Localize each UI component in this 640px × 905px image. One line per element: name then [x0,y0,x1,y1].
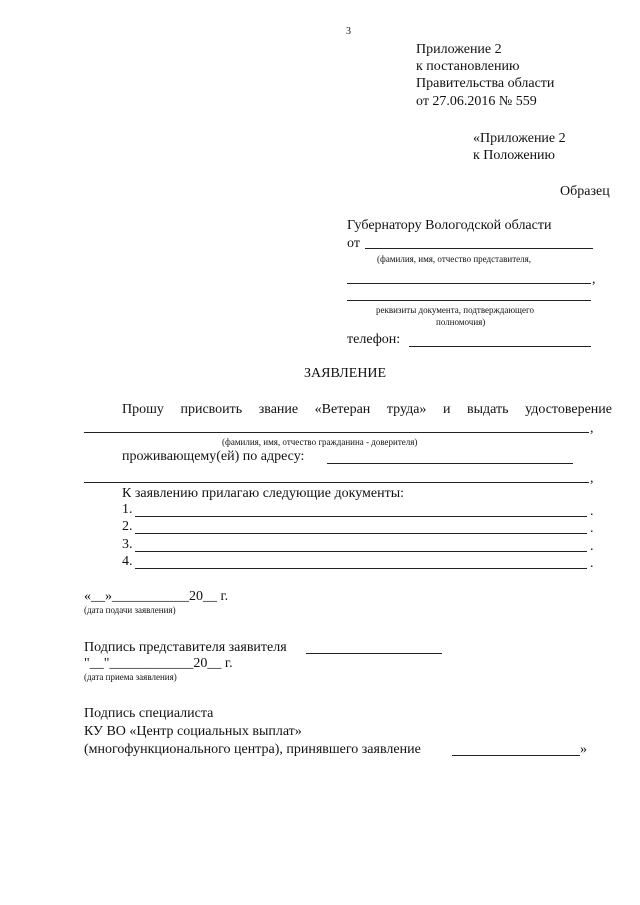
header-line-2: к постановлению [416,59,520,74]
header-line-4: от 27.06.2016 № 559 [416,94,537,109]
specialist-end-mark: » [580,742,587,757]
fio-comma: , [592,272,596,287]
page-number: 3 [346,26,351,37]
phone-label: телефон: [347,332,401,347]
sub-header-line-2: к Положению [473,148,556,163]
address-field-line-2[interactable] [84,482,589,483]
fio-hint: (фамилия, имя, отчество представителя, [377,254,532,264]
statement-title: ЗАЯВЛЕНИЕ [304,366,387,381]
specialist-line-3: (многофункционального центра), принявшего заявление [84,742,421,757]
request-text: Прошу присвоить звание «Ветеран труда» и выдать удостоверение [122,402,612,417]
specialist-line-2: КУ ВО «Центр социальных выплат» [84,724,302,739]
representative-sign-label: Подпись представителя заявителя [84,640,287,655]
from-label: от [347,236,360,251]
submission-date[interactable]: «__»___________20__ г. [84,589,229,604]
representative-sign-line[interactable] [306,653,442,654]
acceptance-date[interactable]: "__"____________20__ г. [84,656,233,671]
doc-item-1-end: . [590,504,594,519]
citizen-comma: , [590,421,594,436]
fio-field-line[interactable] [347,283,591,284]
address-comma: , [590,471,594,486]
citizen-hint: (фамилия, имя, отчество гражданина - доверителя) [222,437,418,447]
sub-header-line-1: «Приложение 2 [473,131,566,146]
specialist-line-1: Подпись специалиста [84,706,214,721]
sample-label: Образец [560,184,610,199]
doc-item-2-line[interactable] [135,533,587,534]
header-line-1: Приложение 2 [416,42,502,57]
requisites-hint-1: реквизиты документа, подтверждающего [376,305,534,315]
phone-field-line[interactable] [409,346,591,347]
address-label: проживающему(ей) по адресу: [122,449,305,464]
citizen-field-line[interactable] [84,432,589,433]
submission-date-hint: (дата подачи заявления) [84,605,176,615]
specialist-sign-line[interactable] [452,755,580,756]
doc-item-4-line[interactable] [135,568,587,569]
doc-item-3-number: 3. [122,537,133,552]
header-line-3: Правительства области [416,76,555,91]
doc-item-2-number: 2. [122,519,133,534]
doc-item-4-end: . [590,556,594,571]
addressee-title: Губернатору Вологодской области [347,218,552,233]
docs-label: К заявлению прилагаю следующие документы: [122,486,405,501]
doc-item-4-number: 4. [122,554,133,569]
address-field-line-1[interactable] [327,463,573,464]
acceptance-date-hint: (дата приема заявления) [84,672,177,682]
doc-item-3-line[interactable] [135,551,587,552]
from-field-line[interactable] [365,248,593,249]
doc-item-2-end: . [590,521,594,536]
doc-item-1-line[interactable] [135,516,587,517]
requisites-hint-2: полномочия) [436,317,486,327]
doc-item-3-end: . [590,539,594,554]
requisites-field-line[interactable] [347,300,591,301]
doc-item-1-number: 1. [122,502,133,517]
